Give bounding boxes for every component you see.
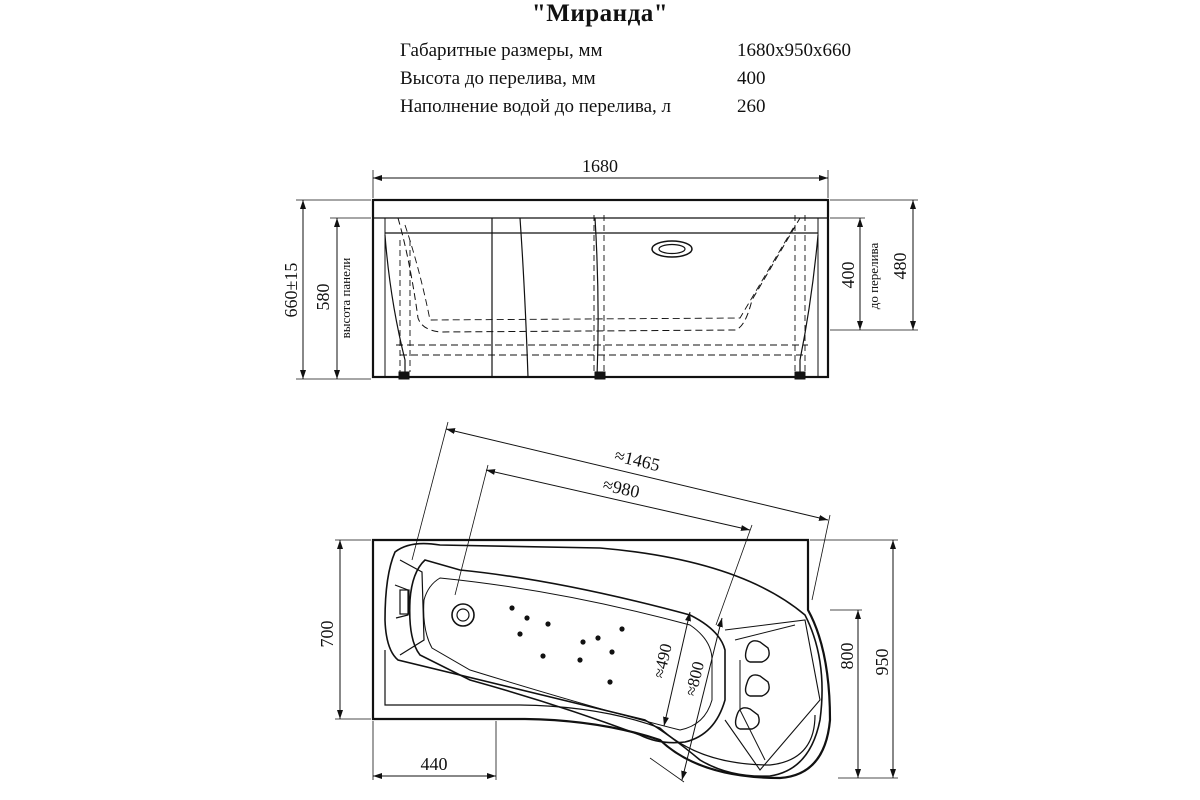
dim-overflow-label: 400 [838, 261, 858, 289]
dim-inner-a-label: ≈490 [649, 641, 676, 680]
front-view [296, 170, 918, 379]
dim-line-diag-long [446, 429, 828, 520]
dim-right-width-label: 800 [837, 642, 857, 670]
panel-height-caption: высота панели [338, 257, 353, 339]
front-outer-frame [373, 200, 828, 377]
top-outer-contour [373, 540, 830, 778]
front-foot [795, 372, 805, 379]
control-pad [746, 675, 770, 696]
control-pad [736, 708, 760, 729]
drain-inner [457, 609, 469, 621]
dim-side-height-label: 480 [890, 252, 910, 280]
dim-diag-short-label: ≈980 [601, 474, 642, 502]
dim-total-width-label: 950 [872, 648, 892, 676]
overflow-drain [652, 241, 692, 257]
hydromassage-jets [509, 605, 624, 684]
diagram-title: "Миранда" [531, 0, 669, 27]
front-foot [595, 372, 605, 379]
dim-line-inner-b [682, 618, 722, 780]
spec-value: 260 [737, 96, 766, 117]
dim-total-height-label: 660±15 [281, 262, 301, 318]
dim-diag-long-label: ≈1465 [612, 445, 663, 476]
top-view [373, 540, 830, 778]
front-foot [399, 372, 409, 379]
spec-label: Высота до перелива, мм [400, 68, 596, 89]
dim-length-label: 1680 [582, 156, 618, 176]
dim-panel-height-label: 580 [313, 283, 333, 311]
spec-value: 400 [737, 68, 766, 89]
spec-value: 1680x950x660 [737, 40, 851, 61]
dim-left-width-label: 700 [317, 620, 337, 648]
drain-outer [452, 604, 474, 626]
spec-label: Габаритные размеры, мм [400, 40, 603, 61]
spec-label: Наполнение водой до перелива, л [400, 96, 672, 117]
control-pad [746, 641, 770, 662]
dim-inner-b-label: ≈800 [681, 659, 709, 698]
dim-bottom-length-label: 440 [420, 754, 448, 774]
bowl-rim [385, 544, 822, 777]
overflow-caption: до перелива [866, 242, 881, 310]
front-bowl-outline [398, 218, 800, 332]
